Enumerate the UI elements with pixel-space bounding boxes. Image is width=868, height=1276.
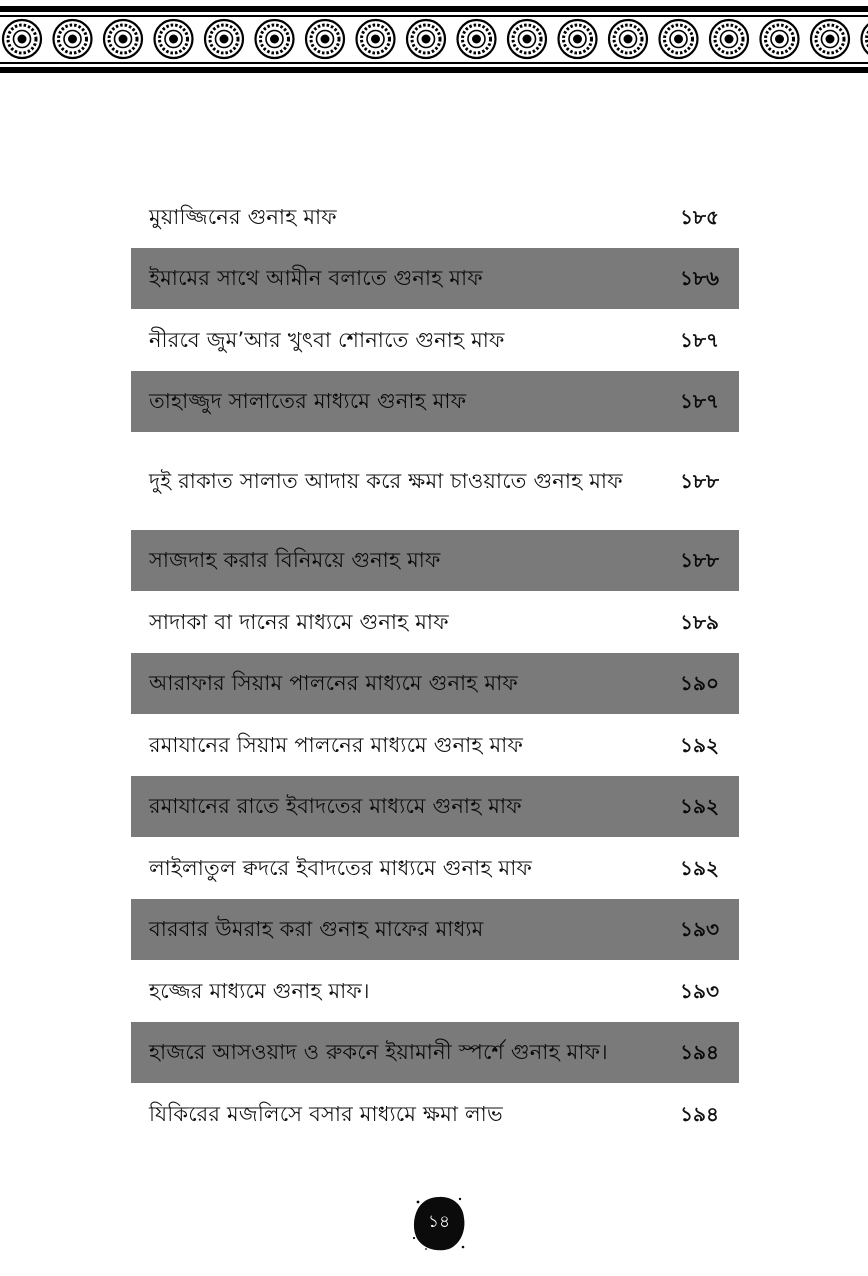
rosette-ornament bbox=[458, 20, 496, 58]
toc-entry-title: হজ্জের মাধ্যমে গুনাহ মাফ। bbox=[149, 978, 370, 1003]
page-number-badge bbox=[411, 1194, 467, 1252]
toc-entry bbox=[131, 1022, 739, 1084]
toc-entry-title: তাহাজ্জুদ সালাতের মাধ্যমে গুনাহ মাফ bbox=[149, 389, 467, 414]
toc-entry-page: ১৮৭ bbox=[680, 327, 719, 352]
toc-entry-title: সাজদাহ করার বিনিময়ে গুনাহ মাফ bbox=[149, 548, 441, 573]
toc-entry-title: রমাযানের রাতে ইবাদতের মাধ্যমে গুনাহ মাফ bbox=[149, 794, 522, 819]
toc-entry-page: ১৯০ bbox=[680, 671, 719, 696]
rosette-ornament bbox=[761, 20, 799, 58]
toc-entry bbox=[131, 432, 739, 530]
toc-entry-title: ইমামের সাথে আমীন বলাতে গুনাহ মাফ bbox=[149, 266, 483, 291]
toc-entry-page: ১৮৮ bbox=[680, 468, 719, 493]
toc-entry-title: হাজরে আসওয়াদ ও রুকনে ইয়ামানী স্পর্শে গুনাহ মাফ। bbox=[149, 1040, 608, 1065]
rosette-ornament bbox=[862, 20, 868, 58]
toc-entry-page: ১৯৩ bbox=[680, 978, 719, 1003]
toc-entry-title: মুয়াজ্জিনের গুনাহ মাফ bbox=[149, 204, 337, 229]
toc-entry-title: নীরবে জুম’আর খুৎবা শোনাতে গুনাহ মাফ bbox=[149, 327, 505, 352]
rosette-ornament bbox=[205, 20, 243, 58]
toc-entry bbox=[131, 653, 739, 715]
rosette-ornament bbox=[3, 20, 41, 58]
toc-entry bbox=[131, 899, 739, 961]
rosette-ornament bbox=[306, 20, 344, 58]
toc-entry bbox=[131, 960, 739, 1022]
toc-entry-title: যিকিরের মজলিসে বসার মাধ্যমে ক্ষমা লাভ bbox=[149, 1101, 503, 1126]
rosette-ornament bbox=[811, 20, 849, 58]
toc-entry-page: ১৮৮ bbox=[680, 548, 719, 573]
toc-entry-title: আরাফার সিয়াম পালনের মাধ্যমে গুনাহ মাফ bbox=[149, 671, 518, 696]
toc-entry-title: দুই রাকাত সালাত আদায় করে ক্ষমা চাওয়াতে গুনাহ মাফ bbox=[149, 468, 623, 493]
toc-entry-page: ১৯২ bbox=[680, 732, 719, 757]
toc-entry-title: রমাযানের সিয়াম পালনের মাধ্যমে গুনাহ মাফ bbox=[149, 732, 523, 757]
toc-entry-page: ১৮৫ bbox=[680, 204, 719, 229]
rosette-ornament bbox=[155, 20, 193, 58]
rosette-ornament bbox=[104, 20, 142, 58]
toc-entry-page: ১৮৯ bbox=[680, 609, 719, 634]
rosette-ornament bbox=[710, 20, 748, 58]
toc-entry bbox=[131, 591, 739, 653]
rosette-ornament bbox=[559, 20, 597, 58]
toc-entry-title: লাইলাতুল ক্বদরে ইবাদতের মাধ্যমে গুনাহ মাফ bbox=[149, 855, 533, 880]
toc-entry bbox=[131, 530, 739, 592]
toc-entry bbox=[131, 714, 739, 776]
table-of-contents bbox=[131, 186, 739, 1145]
rosette-ornament bbox=[508, 20, 546, 58]
toc-entry bbox=[131, 776, 739, 838]
toc-entry-page: ১৯৩ bbox=[680, 917, 719, 942]
rosette-ornament bbox=[54, 20, 92, 58]
toc-entry-page: ১৯৪ bbox=[680, 1040, 719, 1065]
toc-entry-page: ১৮৬ bbox=[680, 266, 719, 291]
toc-entry-title: বারবার উমরাহ করা গুনাহ মাফের মাধ্যম bbox=[149, 917, 484, 942]
toc-entry-title: সাদাকা বা দানের মাধ্যমে গুনাহ মাফ bbox=[149, 609, 449, 634]
toc-entry bbox=[131, 837, 739, 899]
rosette-ornament bbox=[660, 20, 698, 58]
rosette-ornament bbox=[609, 20, 647, 58]
toc-entry bbox=[131, 371, 739, 433]
toc-entry-page: ১৯৪ bbox=[680, 1101, 719, 1126]
toc-entry-page: ১৯২ bbox=[680, 794, 719, 819]
rosette-ornament bbox=[256, 20, 294, 58]
page-number: ১৪ bbox=[427, 1212, 451, 1232]
toc-entry bbox=[131, 248, 739, 310]
rosette-ornament bbox=[357, 20, 395, 58]
toc-entry bbox=[131, 1083, 739, 1145]
toc-entry-page: ১৮৭ bbox=[680, 389, 719, 414]
toc-entry bbox=[131, 309, 739, 371]
toc-entry-page: ১৯২ bbox=[680, 855, 719, 880]
rosette-ornament bbox=[407, 20, 445, 58]
toc-entry bbox=[131, 186, 739, 248]
decorative-border bbox=[0, 0, 868, 78]
